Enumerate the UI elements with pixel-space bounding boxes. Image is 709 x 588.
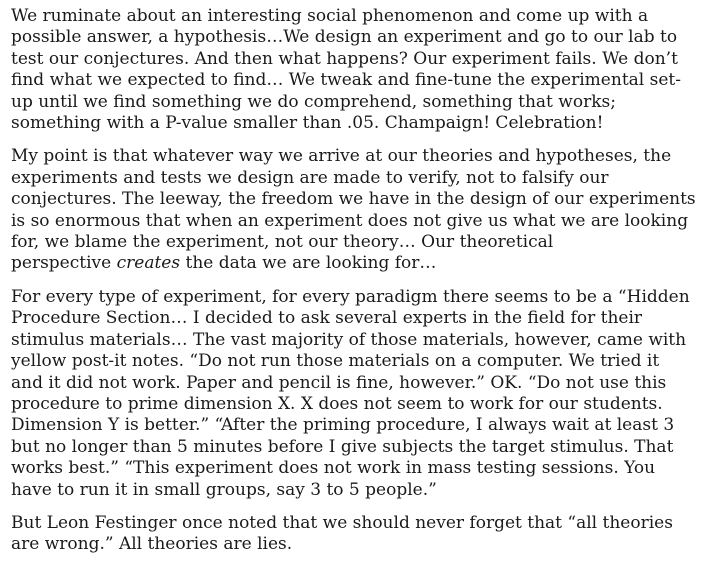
text-segment: the data we are looking for… <box>180 253 437 274</box>
text-segment: perspective <box>11 253 117 274</box>
text-line: possible answer, a hypothesis…We design an experiment and go to our lab to <box>11 27 678 48</box>
paragraph-hidden-procedure <box>11 287 705 501</box>
text-line: and it did not work. Paper and pencil is fine, however.” OK. “Do not use this <box>11 372 667 393</box>
text-line: are wrong.” All theories are lies. <box>11 534 293 555</box>
text-line: For every type of experiment, for every paradigm there seems to be a “Hidden <box>11 286 690 307</box>
text-line: conjectures. The leeway, the freedom we have in the design of our experiments <box>11 189 696 210</box>
text-line: My point is that whatever way we arrive at our theories and hypotheses, the <box>11 146 672 167</box>
text-line: Dimension Y is better.” “After the priming procedure, I always wait at least 3 <box>11 415 675 436</box>
text-line: experiments and tests we design are made to verify, not to falsify our <box>11 167 609 188</box>
text-line: is so enormous that when an experiment does not give us what we are looking <box>11 210 689 231</box>
text-line: test our conjectures. And then what happens? Our experiment fails. We don’t <box>11 48 678 69</box>
text-line: stimulus materials… The vast majority of those materials, however, came with <box>11 329 687 350</box>
emphasized-word: creates <box>116 253 181 274</box>
text-line-with-emphasis <box>11 253 705 274</box>
text-line: up until we find something we do comprehend, something that works; <box>11 91 616 112</box>
text-line: something with a P-value smaller than .05. Champaign! Celebration! <box>11 113 604 134</box>
text-line: procedure to prime dimension X. X does not seem to work for our students. <box>11 393 663 414</box>
text-line: yellow post-it notes. “Do not run those materials on a computer. We tried it <box>11 351 660 372</box>
text-line: have to run it in small groups, say 3 to 5 people.” <box>11 479 437 500</box>
paragraph-festinger-quote <box>11 513 705 556</box>
paragraph-experiment-failure <box>11 6 705 134</box>
text-line: for, we blame the experiment, not our theory… Our theoretical <box>11 232 554 253</box>
paragraph-verify-not-falsify <box>11 146 705 274</box>
text-line: We ruminate about an interesting social phenomenon and come up with a <box>11 6 649 26</box>
text-line: Procedure Section… I decided to ask several experts in the field for their <box>11 308 643 329</box>
text-line: find what we expected to find… We tweak and fine-tune the experimental set- <box>11 70 681 91</box>
text-line: but no longer than 5 minutes before I give subjects the target stimulus. That <box>11 436 674 457</box>
text-line: But Leon Festinger once noted that we should never forget that “all theories <box>11 512 673 533</box>
text-line: works best.” “This experiment does not work in mass testing sessions. You <box>11 458 656 479</box>
